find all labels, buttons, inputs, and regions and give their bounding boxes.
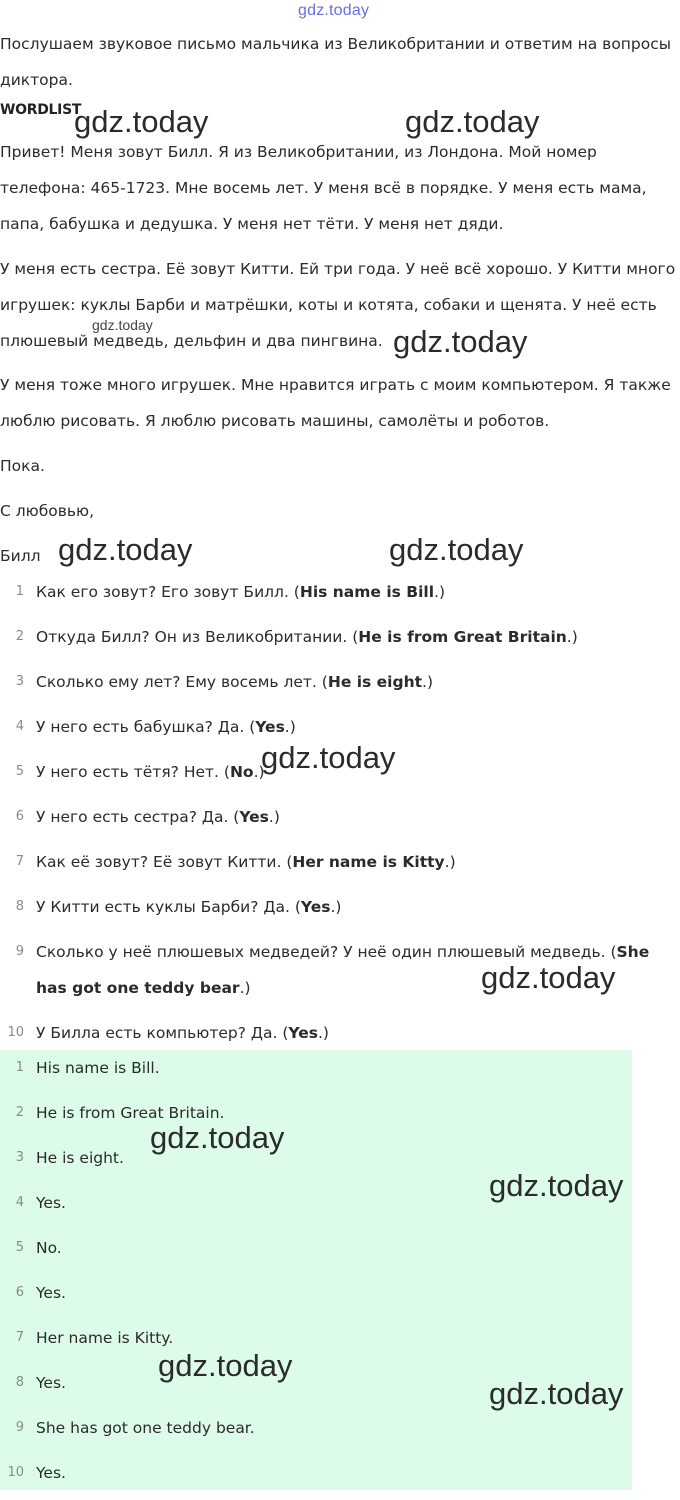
question-text: У него есть бабушка? Да. (Yes.) bbox=[36, 718, 296, 736]
answer-text: He is from Great Britain. bbox=[36, 1104, 225, 1122]
watermark-small: gdz.today bbox=[92, 317, 153, 333]
letter-closing: С любовью, bbox=[0, 502, 94, 520]
intro-text: Послушаем звуковое письмо мальчика из Великобритании и ответим на вопросы диктора. bbox=[0, 35, 672, 89]
answer-item bbox=[0, 1275, 632, 1320]
watermark: gdz.today bbox=[58, 532, 193, 567]
answer-text: She has got one teddy bear. bbox=[36, 1419, 255, 1437]
watermark: gdz.today bbox=[405, 104, 540, 139]
question-number: 3 bbox=[15, 674, 24, 689]
answer-text: His name is Bill. bbox=[36, 1059, 160, 1077]
answer-number: 3 bbox=[15, 1150, 24, 1165]
watermark: gdz.today bbox=[150, 1120, 285, 1155]
wordlist-label[interactable]: WORDLIST bbox=[0, 102, 82, 118]
question-number: 9 bbox=[15, 944, 24, 959]
answer-text: Yes. bbox=[36, 1374, 66, 1392]
question-text: У Китти есть куклы Барби? Да. (Yes.) bbox=[36, 898, 342, 916]
answer-text: He is eight. bbox=[36, 1149, 124, 1167]
question-text: Сколько у неё плюшевых медведей? У неё один плюшевый медведь. (She has got one teddy bear.) bbox=[36, 943, 650, 997]
watermark: gdz.today bbox=[481, 960, 616, 995]
watermark: gdz.today bbox=[489, 1168, 624, 1203]
question-text: У Билла есть компьютер? Да. (Yes.) bbox=[36, 1024, 329, 1042]
answer-item bbox=[0, 1050, 632, 1095]
answer-item bbox=[0, 1410, 632, 1455]
letter-paragraph-2: У меня есть сестра. Её зовут Китти. Ей три года. У неё всё хорошо. У Китти много игрушек: куклы Барби и матрёшки, коты и котята, собаки и щенята. У неё есть плюшевый медведь, дельфин и два пингвина. bbox=[0, 260, 676, 350]
answer-text: Her name is Kitty. bbox=[36, 1329, 174, 1347]
question-text: Как его зовут? Его зовут Билл. (His name is Bill.) bbox=[36, 583, 445, 601]
answer-number: 9 bbox=[15, 1420, 24, 1435]
answer-text: Yes. bbox=[36, 1194, 66, 1212]
question-number: 1 bbox=[15, 584, 24, 599]
answer-text: No. bbox=[36, 1239, 62, 1257]
answer-item bbox=[0, 1095, 632, 1140]
question-number: 6 bbox=[15, 809, 24, 824]
question-number: 8 bbox=[15, 899, 24, 914]
question-number: 5 bbox=[15, 764, 24, 779]
question-text: Откуда Билл? Он из Великобритании. (He is from Great Britain.) bbox=[36, 628, 578, 646]
question-item bbox=[0, 799, 680, 844]
watermark-top: gdz.today bbox=[298, 2, 370, 19]
letter-paragraph-3: У меня тоже много игрушек. Мне нравится играть с моим компьютером. Я также люблю рисовать. Я люблю рисовать машины, самолёты и роботов. bbox=[0, 376, 671, 430]
question-item bbox=[0, 844, 680, 889]
answer-text: Yes. bbox=[36, 1284, 66, 1302]
answer-number: 1 bbox=[15, 1060, 24, 1075]
question-item bbox=[0, 664, 680, 709]
answer-number: 10 bbox=[7, 1465, 24, 1480]
question-text: Сколько ему лет? Ему восемь лет. (He is eight.) bbox=[36, 673, 434, 691]
letter-bye: Пока. bbox=[0, 457, 45, 475]
watermark: gdz.today bbox=[261, 740, 396, 775]
answers-block bbox=[0, 1050, 632, 1490]
watermark: gdz.today bbox=[389, 532, 524, 567]
letter-signature: Билл bbox=[0, 547, 41, 565]
question-item bbox=[0, 889, 680, 934]
question-text: У него есть сестра? Да. (Yes.) bbox=[36, 808, 280, 826]
watermark: gdz.today bbox=[158, 1348, 293, 1383]
answer-number: 8 bbox=[15, 1375, 24, 1390]
answer-item bbox=[0, 1320, 632, 1365]
question-number: 2 bbox=[15, 629, 24, 644]
answer-number: 4 bbox=[15, 1195, 24, 1210]
answer-item bbox=[0, 1230, 632, 1275]
answer-text: Yes. bbox=[36, 1464, 66, 1482]
question-item bbox=[0, 619, 680, 664]
answer-number: 7 bbox=[15, 1330, 24, 1345]
question-text: У него есть тётя? Нет. (No.) bbox=[36, 763, 265, 781]
answer-number: 6 bbox=[15, 1285, 24, 1300]
question-number: 7 bbox=[15, 854, 24, 869]
answer-number: 2 bbox=[15, 1105, 24, 1120]
watermark: gdz.today bbox=[74, 104, 209, 139]
question-number: 4 bbox=[15, 719, 24, 734]
watermark: gdz.today bbox=[489, 1376, 624, 1411]
answer-number: 5 bbox=[15, 1240, 24, 1255]
answer-item bbox=[0, 1455, 632, 1500]
question-item bbox=[0, 574, 680, 619]
watermark: gdz.today bbox=[393, 324, 528, 359]
question-number: 10 bbox=[7, 1025, 24, 1040]
question-text: Как её зовут? Её зовут Китти. (Her name is Kitty.) bbox=[36, 853, 456, 871]
letter-paragraph-1: Привет! Меня зовут Билл. Я из Великобритании, из Лондона. Мой номер телефона: 465-1723. Мне восемь лет. У меня всё в порядке. У меня есть мама, папа, бабушка и дедушка. У меня нет тёти. У меня нет дяди. bbox=[0, 143, 647, 233]
